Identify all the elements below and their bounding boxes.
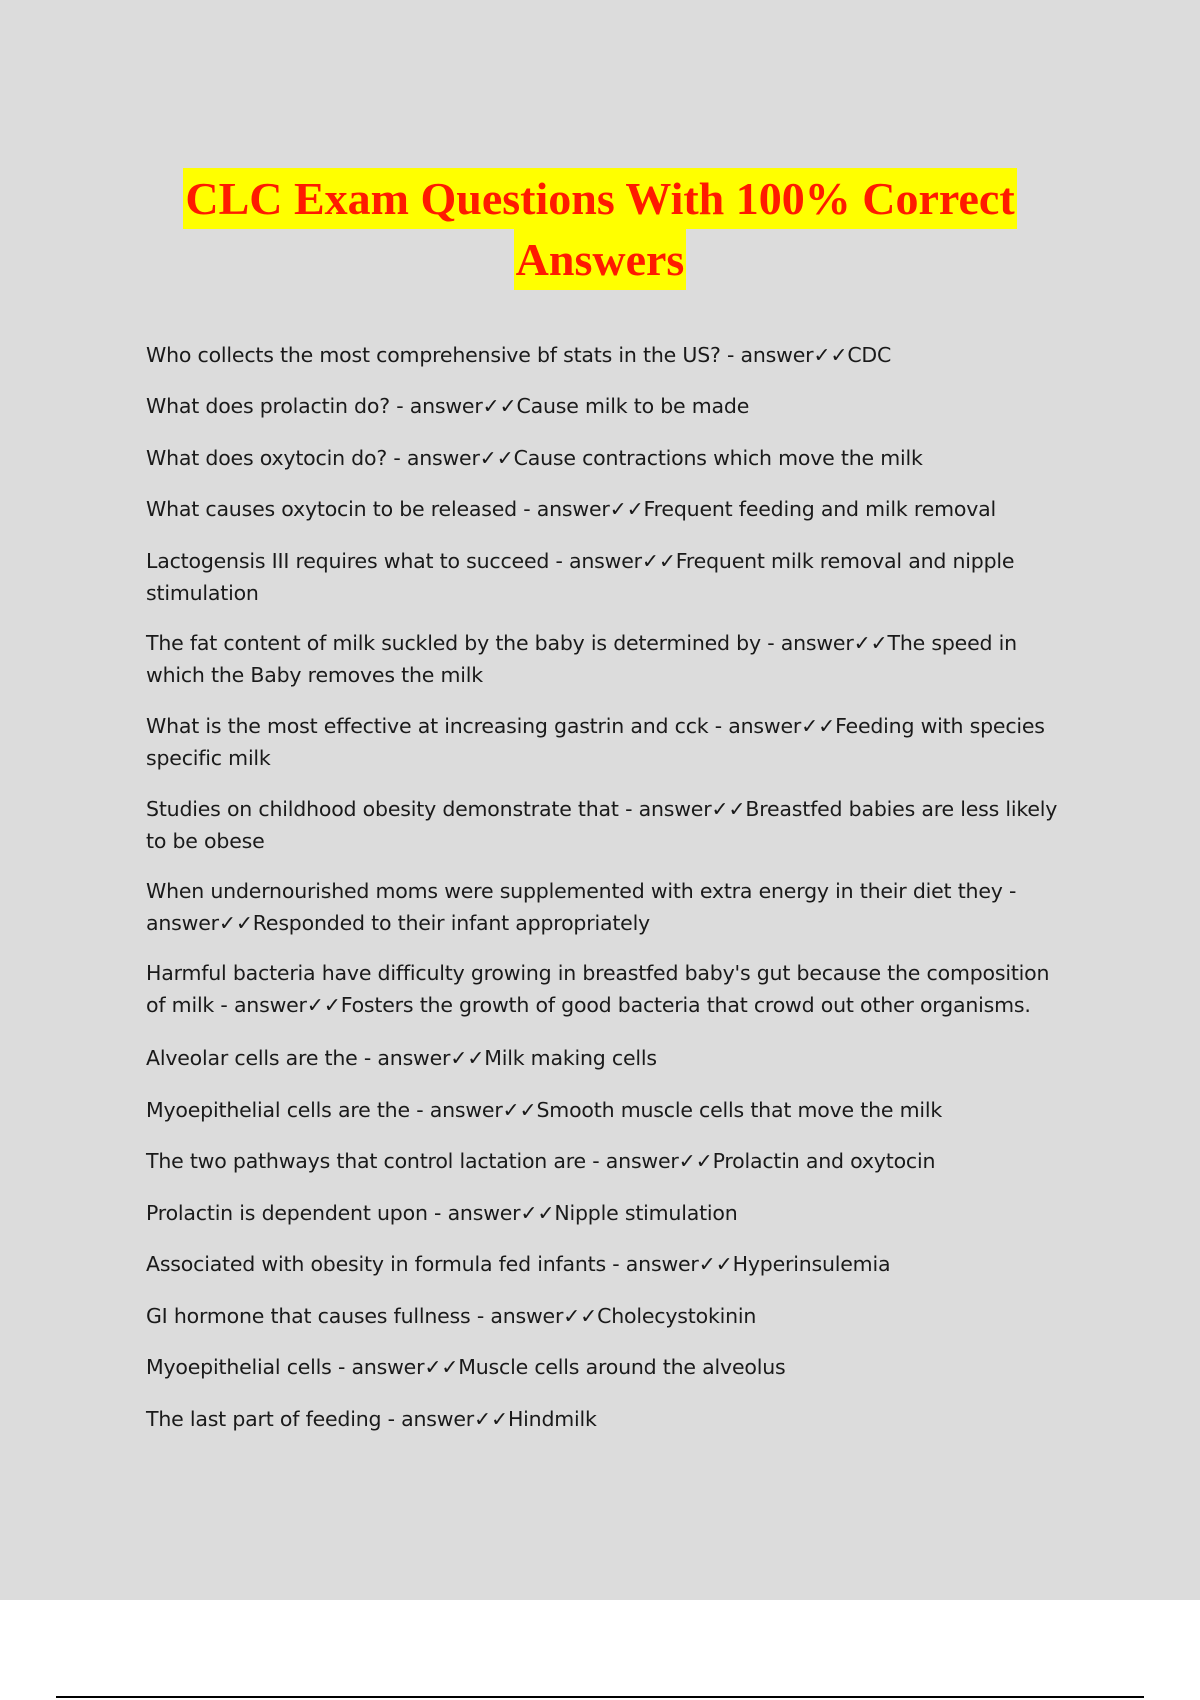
qa-item: Harmful bacteria have difficulty growing in breastfed baby's gut because the composition of milk - answer✓✓Fosters the growth of good bacteria that crowd out other organisms. <box>146 961 1050 1017</box>
qa-item: Prolactin is dependent upon - answer✓✓Nipple stimulation <box>146 1201 738 1225</box>
qa-item: What is the most effective at increasing gastrin and cck - answer✓✓Feeding with species specific milk <box>146 714 1045 770</box>
qa-item: Myoepithelial cells - answer✓✓Muscle cells around the alveolus <box>146 1355 786 1379</box>
qa-item: Lactogensis III requires what to succeed - answer✓✓Frequent milk removal and nipple stimulation <box>146 549 1015 605</box>
qa-item: The fat content of milk suckled by the baby is determined by - answer✓✓The speed in which the Baby removes the milk <box>146 631 1017 687</box>
document-title <box>0 168 1200 290</box>
title-line: Answers <box>514 229 687 290</box>
qa-item: GI hormone that causes fullness - answer✓✓Cholecystokinin <box>146 1304 757 1328</box>
qa-item: Who collects the most comprehensive bf stats in the US? - answer✓✓CDC <box>146 343 892 367</box>
qa-item: The two pathways that control lactation are - answer✓✓Prolactin and oxytocin <box>146 1149 936 1173</box>
title-line: CLC Exam Questions With 100% Correct <box>183 168 1016 229</box>
qa-item: The last part of feeding - answer✓✓Hindmilk <box>146 1407 597 1431</box>
qa-item: What causes oxytocin to be released - answer✓✓Frequent feeding and milk removal <box>146 497 997 521</box>
qa-item: Associated with obesity in formula fed infants - answer✓✓Hyperinsulemia <box>146 1252 891 1276</box>
qa-item: What does prolactin do? - answer✓✓Cause milk to be made <box>146 394 750 418</box>
qa-item: Myoepithelial cells are the - answer✓✓Smooth muscle cells that move the milk <box>146 1098 943 1122</box>
qa-item: When undernourished moms were supplemented with extra energy in their diet they - answer✓✓Responded to their infant appropriately <box>146 879 1017 935</box>
qa-item: What does oxytocin do? - answer✓✓Cause contractions which move the milk <box>146 446 923 470</box>
qa-item: Alveolar cells are the - answer✓✓Milk making cells <box>146 1046 657 1070</box>
footer-divider <box>56 1696 1144 1698</box>
qa-item: Studies on childhood obesity demonstrate that - answer✓✓Breastfed babies are less likely to be obese <box>146 797 1058 853</box>
